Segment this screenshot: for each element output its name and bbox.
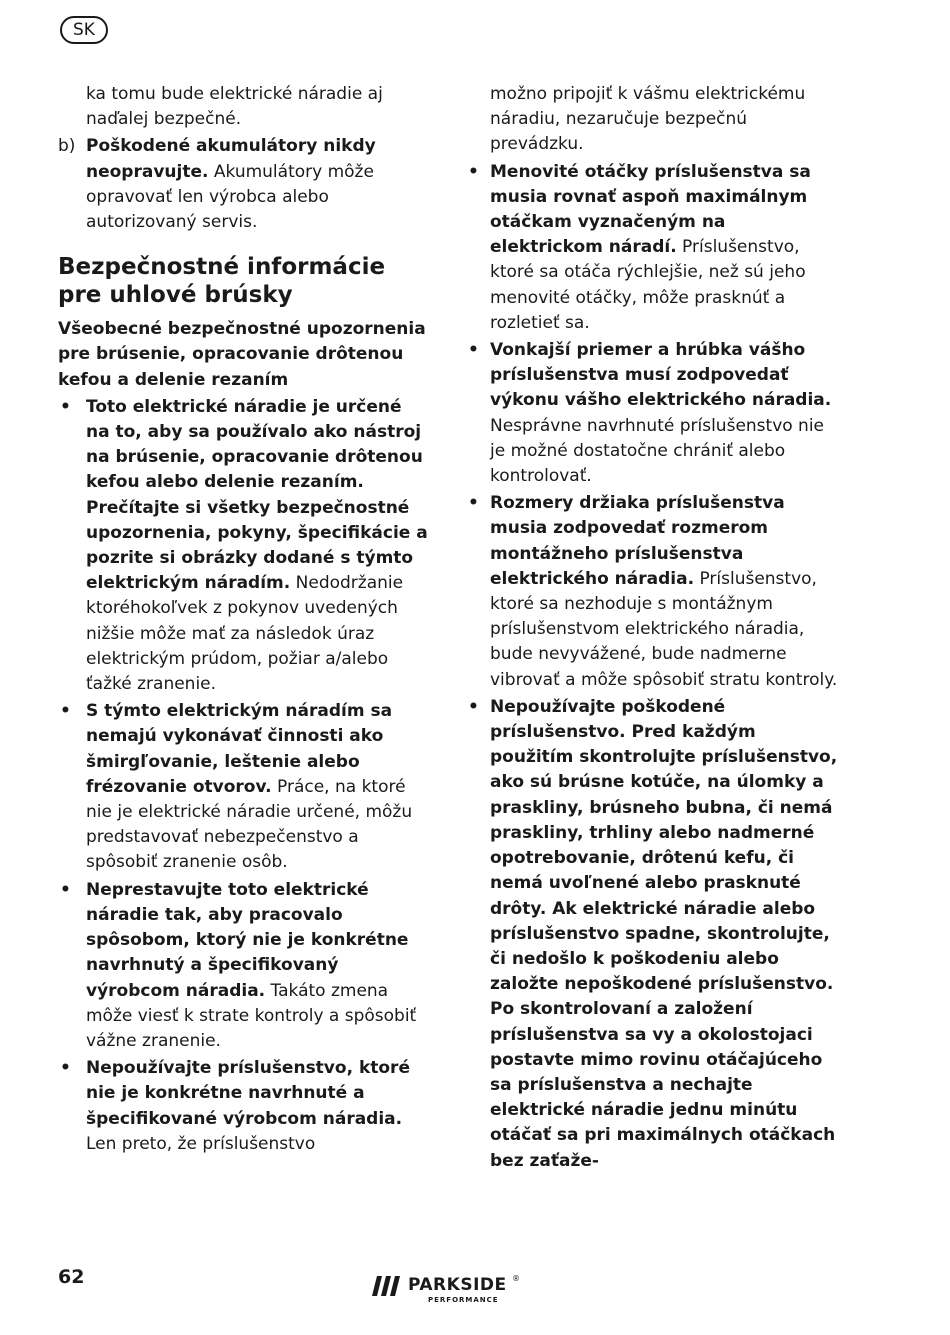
bullet-item [466,338,838,489]
section-title [58,253,430,309]
item-marker: b) [58,136,76,157]
bullet-text: Príslušenstvo, ktoré sa nezhoduje s montážnym príslušenstvom elektrického náradia, bude nevyvážené, bude nadmerne vibrovať a môže spôsobiť stratu kontroly. [490,568,838,690]
bullet-item [58,1056,430,1157]
logo-brand: PARKSIDE [408,1275,507,1295]
bullet-bold-text: Nepoužívajte poškodené príslušenstvo. Pred každým použitím skontrolujte príslušenstvo, ako sú brúsne kotúče, na úlomky a praskliny, brúsneho bubna, či nemá praskliny, trhliny alebo nadmerné opotrebovanie, drôtenú kefu, či nemá uvoľnené alebo prasknuté drôty. Ak elektrické náradie alebo príslušenstvo spadne, skontrolujte, či nedošlo k poškodeniu alebo založte nepoškodené príslušenstvo. Po skontrolovaní a založení príslušenstva sa vy a okolostojaci postavte mimo rovinu otáčajúceho sa príslušenstva a nechajte elektrické náradie jednu minútu otáčať sa pri maximálnych otáčkach bez zaťaže- [490,696,838,1171]
right-continuation: možno pripojiť k vášmu elektrickému náradiu, nezaručuje bezpečnú prevádzku. [490,84,806,155]
bullet-item [58,395,430,697]
logo-registered-mark: ® [512,1274,520,1283]
right-column [466,82,838,1174]
bullet-icon: • [468,161,479,182]
bullet-item [58,878,430,1054]
bullet-bold-text: Nepoužívajte príslušenstvo, ktoré nie je konkrétne navrhnuté a špecifikované výrobcom náradia. [86,1058,410,1129]
bullet-bold-text: S týmto elektrickým náradím sa nemajú vykonávať činnosti ako šmirgľovanie, leštenie alebo frézovanie otvorov. [86,701,393,797]
bullet-text: Príslušenstvo, ktoré sa otáča rýchlejšie, než sú jeho menovité otáčky, môže prasknúť a rozletieť sa. [490,237,806,333]
bullet-item [466,695,838,1174]
language-badge: SK [60,16,108,44]
intro-continuation: ka tomu bude elektrické náradie aj naďalej bezpečné. [86,84,383,130]
bullet-item [466,160,838,336]
bullet-bold-text: Toto elektrické náradie je určené na to, aby sa používalo ako nástroj na brúsenie, opracovanie drôtenou kefou alebo delenie rezaním. Prečítajte si všetky bezpečnostné upozornenia, pokyny, špecifikácie a pozrite si obrázky dodané s týmto elektrickým náradím. [86,396,428,594]
list-item-b [58,134,430,235]
bullet-bold-text: Neprestavujte toto elektrické náradie tak, aby pracovalo spôsobom, ktorý nie je konkrétne navrhnutý a špecifikovaný výrobcom náradia. [86,879,409,1001]
logo-subtitle: PERFORMANCE [428,1296,499,1304]
parkside-logo [372,1274,522,1310]
section-title-line-1: Bezpečnostné informácie [58,254,386,281]
bullet-text: Len preto, že príslušenstvo [86,1133,316,1154]
bullet-item [466,491,838,693]
bullet-text: Práce, na ktoré nie je elektrické náradie určené, môžu predstavovať nebezpečenstvo a spôsobiť zranenie osôb. [86,776,413,873]
page-number: 62 [58,1266,85,1288]
bullet-bold-text: Rozmery držiaka príslušenstva musia zodpovedať rozmerom montážneho príslušenstva elektrického náradia. [490,493,785,589]
item-text: Akumulátory môže opravovať len výrobca alebo autorizovaný servis. [86,161,374,233]
bullet-icon: • [468,493,479,514]
bullet-icon: • [468,696,479,717]
bullet-icon: • [60,879,71,900]
bullet-icon: • [60,701,71,722]
bullet-icon: • [60,1058,71,1079]
bullet-bold-text: Vonkajší priemer a hrúbka vášho príslušenstva musí zodpovedať výkonu vášho elektrického náradia. [490,340,832,411]
subheading: Všeobecné bezpečnostné upozornenia pre brúsenie, opracovanie drôtenou kefou a delenie rezaním [58,319,426,390]
bullet-item [58,699,430,875]
logo-stripes-icon [372,1276,402,1296]
left-column [58,82,430,1157]
bullet-icon: • [468,340,479,361]
bullet-icon: • [60,396,71,417]
bullet-bold-text: Menovité otáčky príslušenstva sa musia rovnať aspoň maximálnym otáčkam vyznačeným na elektrickom náradí. [490,161,811,258]
bullet-text: Takáto zmena môže viesť k strate kontroly a spôsobiť vážne zranenie. [86,980,417,1051]
bullet-text: Nesprávne navrhnuté príslušenstvo nie je možné dostatočne chrániť alebo kontrolovať. [490,415,825,487]
item-bold-text: Poškodené akumulátory nikdy neopravujte. [86,136,376,182]
section-title-line-2: pre uhlové brúsky [58,282,293,309]
bullet-text: Nedodržanie ktoréhokoľvek z pokynov uvedených nižšie môže mať za následok úraz elektrickým prúdom, požiar a/alebo ťažké zranenie. [86,573,404,695]
